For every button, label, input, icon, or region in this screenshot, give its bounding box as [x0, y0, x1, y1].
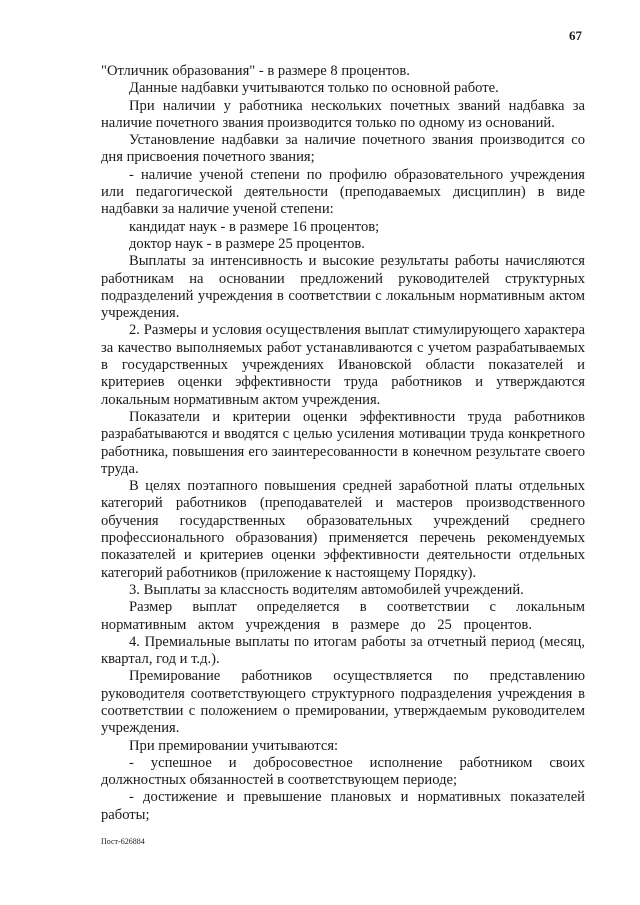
paragraph: Премирование работников осуществляется по представлению руководителя соответствующего структурного подразделения учреждения в соответствии с положением о премировании, утверждаемым руководителем учреждения.	[101, 668, 585, 737]
paragraph: - достижение и превышение плановых и нормативных показателей работы;	[101, 789, 585, 823]
paragraph: кандидат наук - в размере 16 процентов;	[129, 218, 380, 235]
paragraph: Установление надбавки за наличие почетного звания производится со дня присвоения почетного звания;	[101, 132, 585, 166]
paragraph: В целях поэтапного повышения средней заработной платы отдельных категорий работников (преподавателей и мастеров производственного обучения государственных образовательных учреждений среднего профессионального образования) применяется перечень рекомендуемых показателей и критериев оценки эффективности деятельности отдельных категорий работников (приложение к настоящему Порядку).	[101, 478, 585, 581]
paragraph: При наличии у работника нескольких почетных званий надбавка за наличие почетного звания производится только по одному из оснований.	[101, 97, 585, 131]
paragraph: - наличие ученой степени по профилю образовательного учреждения или педагогической деятельности (преподаваемых дисциплин) в виде надбавки за наличие ученой степени:	[101, 166, 585, 218]
paragraph: Данные надбавки учитываются только по основной работе.	[129, 80, 499, 97]
paragraph: 2. Размеры и условия осуществления выплат стимулирующего характера за качество выполняемых работ устанавливаются с учетом разрабатываемых в государственных учреждениях Ивановской области показателей и критериев оценки эффективности труда работников и утверждаются локальным нормативным актом учреждения.	[101, 322, 585, 408]
paragraph: "Отличник образования" - в размере 8 процентов.	[101, 63, 410, 79]
paragraph: Выплаты за интенсивность и высокие результаты работы начисляются работникам на основании предложений руководителей структурных подразделений учреждения в соответствии с локальным нормативным актом учреждения.	[101, 253, 585, 322]
document-body	[101, 63, 585, 824]
paragraph: 4. Премиальные выплаты по итогам работы за отчетный период (месяц, квартал, год и т.д.).	[101, 633, 585, 668]
paragraph: При премировании учитываются:	[129, 737, 339, 754]
paragraph: Размер выплат определяется в соответствии с локальным нормативным актом учреждения в размере до 25 процентов.	[101, 599, 585, 633]
paragraph: доктор наук - в размере 25 процентов.	[129, 235, 365, 252]
paragraph: - успешное и добросовестное исполнение работником своих должностных обязанностей в соответствующем периоде;	[101, 754, 585, 789]
document-code: Пост-626884	[101, 837, 145, 846]
paragraph: 3. Выплаты за классность водителям автомобилей учреждений.	[129, 581, 524, 598]
paragraph: Показатели и критерии оценки эффективности труда работников разрабатываются и вводятся с целью усиления мотивации труда конкретного работника, повышения его заинтересованности в конечном результате своего труда.	[101, 408, 585, 477]
page-number: 67	[569, 28, 582, 43]
